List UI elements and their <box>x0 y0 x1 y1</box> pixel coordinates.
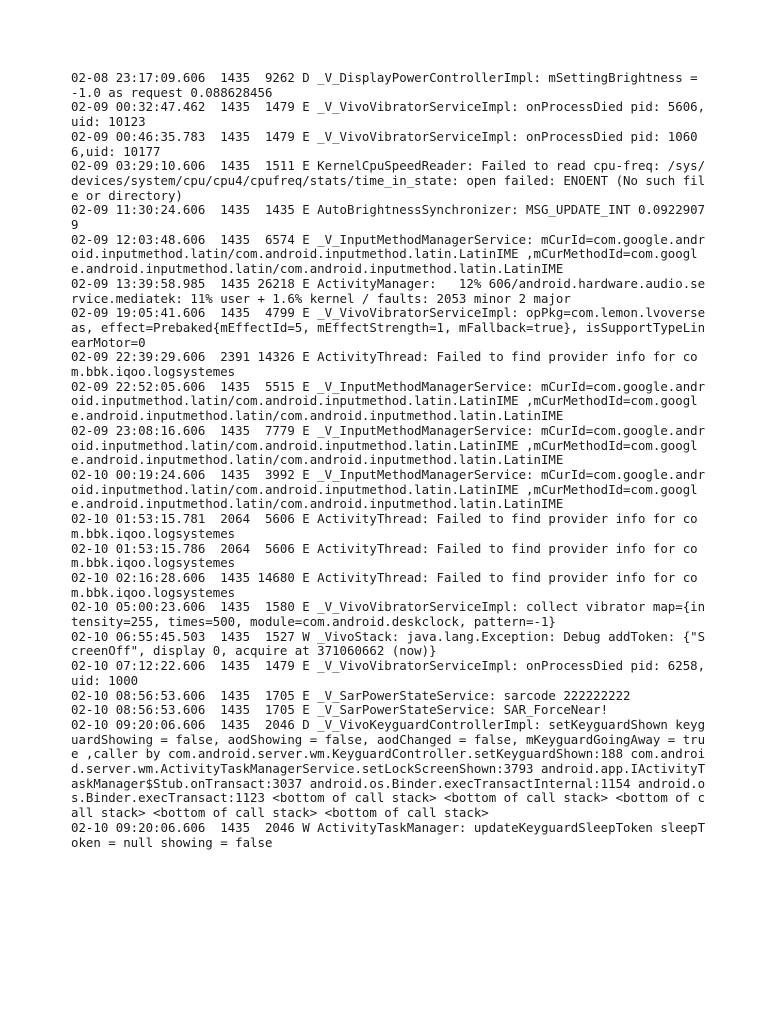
log-line: 02-10 00:19:24.606 1435 3992 E _V_InputMethodManagerService: mCurId=com.google.android.inputmethod.latin/com.android.inputmethod.latin.LatinIME ,mCurMethodId=com.google.android.inputmethod.latin/com.android.inputmethod.latin.LatinIME <box>71 466 706 512</box>
log-line: 02-09 19:05:41.606 1435 4799 E _V_VivoVibratorServiceImpl: opPkg=com.lemon.lvoverseas, effect=Prebaked{mEffectId=5, mEffectStrength=1, mFallback=true}, isSupportTypeLinearMotor=0 <box>71 305 706 350</box>
log-line: 02-09 13:39:58.985 1435 26218 E ActivityManager: 12% 606/android.hardware.audio.service.mediatek: 11% user + 1.6% kernel / faults: 2053 minor 2 major <box>71 275 706 306</box>
log-line: 02-10 01:53:15.786 2064 5606 E ActivityThread: Failed to find provider info for com.bbk.iqoo.logsystemes <box>71 540 698 571</box>
log-line: 02-09 11:30:24.606 1435 1435 E AutoBrightnessSynchronizer: MSG_UPDATE_INT 0.09229079 <box>71 202 706 233</box>
log-line: 02-10 07:12:22.606 1435 1479 E _V_VivoVibratorServiceImpl: onProcessDied pid: 6258,uid: 1000 <box>71 658 706 688</box>
log-line: 02-09 22:52:05.606 1435 5515 E _V_InputMethodManagerService: mCurId=com.google.android.inputmethod.latin/com.android.inputmethod.latin.LatinIME ,mCurMethodId=com.google.android.inputmethod.latin/com.android.inputmethod.latin.LatinIME <box>71 378 706 424</box>
log-line: 02-10 05:00:23.606 1435 1580 E _V_VivoVibratorServiceImpl: collect vibrator map={intensity=255, times=500, module=com.android.deskclock, pattern=-1} <box>71 599 706 630</box>
log-line: 02-10 09:20:06.606 1435 2046 D _V_VivoKeyguardControllerImpl: setKeyguardShown keyguardShowing = false, aodShowing = false, aodChanged = false, mKeyguardGoingAway = true ,caller by com.android.server.wm.KeyguardController.setKeyguardShown:188 com.android.server.wm.ActivityTaskManagerService.setLockScreenShown:3793 android.app.IActivityTaskManager$Stub.onTransact:3037 android.os.Binder.execTransactInternal:1154 android.os.Binder.execTransact:1123 <bottom of call stack> <bottom of call stack> <bottom of call stack> <bottom of call stack> <bottom of call stack> <box>71 716 706 821</box>
log-line: 02-10 08:56:53.606 1435 1705 E _V_SarPowerStateService: sarcode 222222222 <box>71 687 631 703</box>
log-page <box>71 71 711 850</box>
log-line: 02-09 03:29:10.606 1435 1511 E KernelCpuSpeedReader: Failed to read cpu-freq: /sys/devices/system/cpu/cpu4/cpufreq/stats/time_in_state: open failed: ENOENT (No such file or directory) <box>71 158 706 203</box>
log-line: 02-10 09:20:06.606 1435 2046 W ActivityTaskManager: updateKeyguardSleepToken sleepToken = null showing = false <box>71 819 706 850</box>
log-line: 02-10 08:56:53.606 1435 1705 E _V_SarPowerStateService: SAR_ForceNear! <box>71 702 609 718</box>
log-line: 02-09 00:32:47.462 1435 1479 E _V_VivoVibratorServiceImpl: onProcessDied pid: 5606,uid: 10123 <box>71 99 706 130</box>
log-line: 02-10 01:53:15.781 2064 5606 E ActivityThread: Failed to find provider info for com.bbk.iqoo.logsystemes <box>71 511 698 541</box>
log-line: 02-10 02:16:28.606 1435 14680 E ActivityThread: Failed to find provider info for com.bbk.iqoo.logsystemes <box>71 569 698 600</box>
log-line: 02-09 00:46:35.783 1435 1479 E _V_VivoVibratorServiceImpl: onProcessDied pid: 10606,uid: 10177 <box>71 128 698 159</box>
log-line: 02-09 23:08:16.606 1435 7779 E _V_InputMethodManagerService: mCurId=com.google.android.inputmethod.latin/com.android.inputmethod.latin.LatinIME ,mCurMethodId=com.google.android.inputmethod.latin/com.android.inputmethod.latin.LatinIME <box>71 422 706 468</box>
log-line: 02-09 22:39:29.606 2391 14326 E ActivityThread: Failed to find provider info for com.bbk.iqoo.logsystemes <box>71 349 698 380</box>
log-line: 02-08 23:17:09.606 1435 9262 D _V_DisplayPowerControllerImpl: mSettingBrightness = -1.0 as request 0.088628456 <box>71 70 706 100</box>
log-line: 02-09 12:03:48.606 1435 6574 E _V_InputMethodManagerService: mCurId=com.google.android.inputmethod.latin/com.android.inputmethod.latin.LatinIME ,mCurMethodId=com.google.android.inputmethod.latin/com.android.inputmethod.latin.LatinIME <box>71 231 706 277</box>
log-line: 02-10 06:55:45.503 1435 1527 W _VivoStack: java.lang.Exception: Debug addToken: {"ScreenOff", display 0, acquire at 371060662 (now)} <box>71 628 706 659</box>
